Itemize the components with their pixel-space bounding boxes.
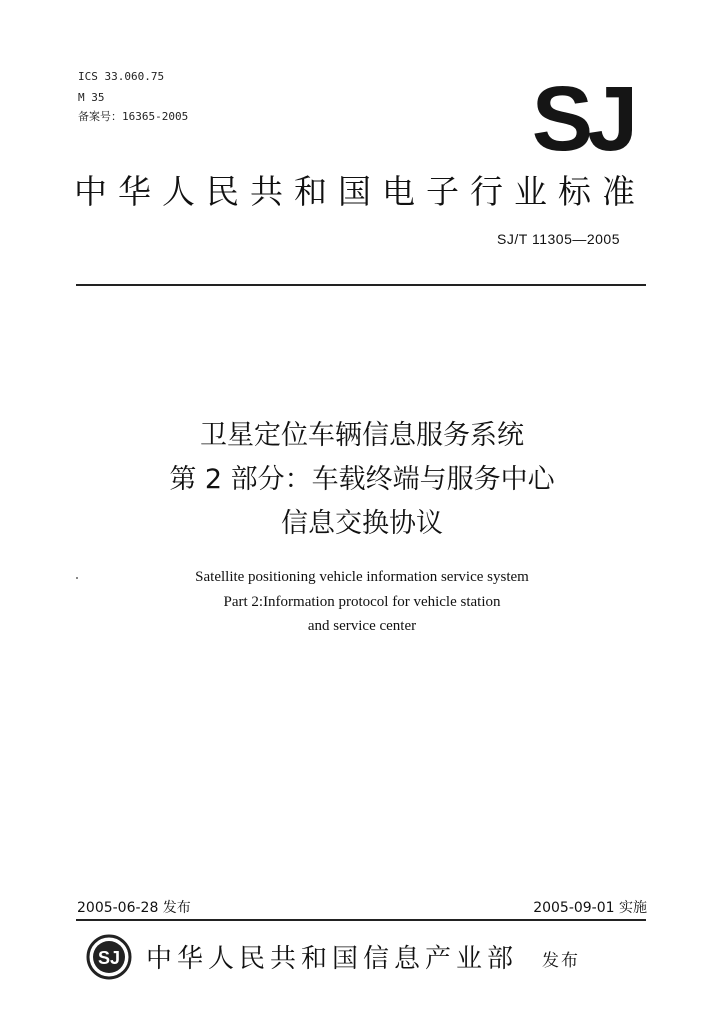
en-title-line-1: Satellite positioning vehicle information service system (195, 569, 529, 585)
sj-logo (522, 78, 642, 158)
svg-text:SJ: SJ (531, 78, 633, 158)
m-code: M 35 (78, 91, 105, 104)
zh-title-line-3: 信息交换协议 (281, 508, 443, 539)
en-title-line-2: Part 2:Information protocol for vehicle station (223, 594, 501, 610)
top-divider (76, 284, 646, 286)
ics-code: ICS 33.060.75 (78, 70, 165, 83)
publish-label: 发布 (542, 951, 580, 971)
zh-title-line-1: 卫星定位车辆信息服务系统 (200, 420, 524, 451)
publisher-name: 中华人民共和国信息产业部 (146, 944, 519, 974)
svg-text:SJ: SJ (97, 948, 121, 968)
standard-title: 中华人民共和国电子行业标准 (74, 172, 646, 211)
standard-code: SJ/T 11305—2005 (497, 231, 620, 247)
implement-date: 2005-09-01 实施 (533, 900, 647, 916)
publisher-seal-logo (86, 934, 132, 980)
en-title-line-3: and service center (307, 618, 417, 634)
issue-date: 2005-06-28 发布 (77, 900, 191, 916)
zh-title-line-2: 第 2 部分：车载终端与服务中心 (169, 464, 555, 495)
bottom-divider (76, 919, 646, 921)
record-number: 备案号：16365-2005 (78, 110, 189, 123)
